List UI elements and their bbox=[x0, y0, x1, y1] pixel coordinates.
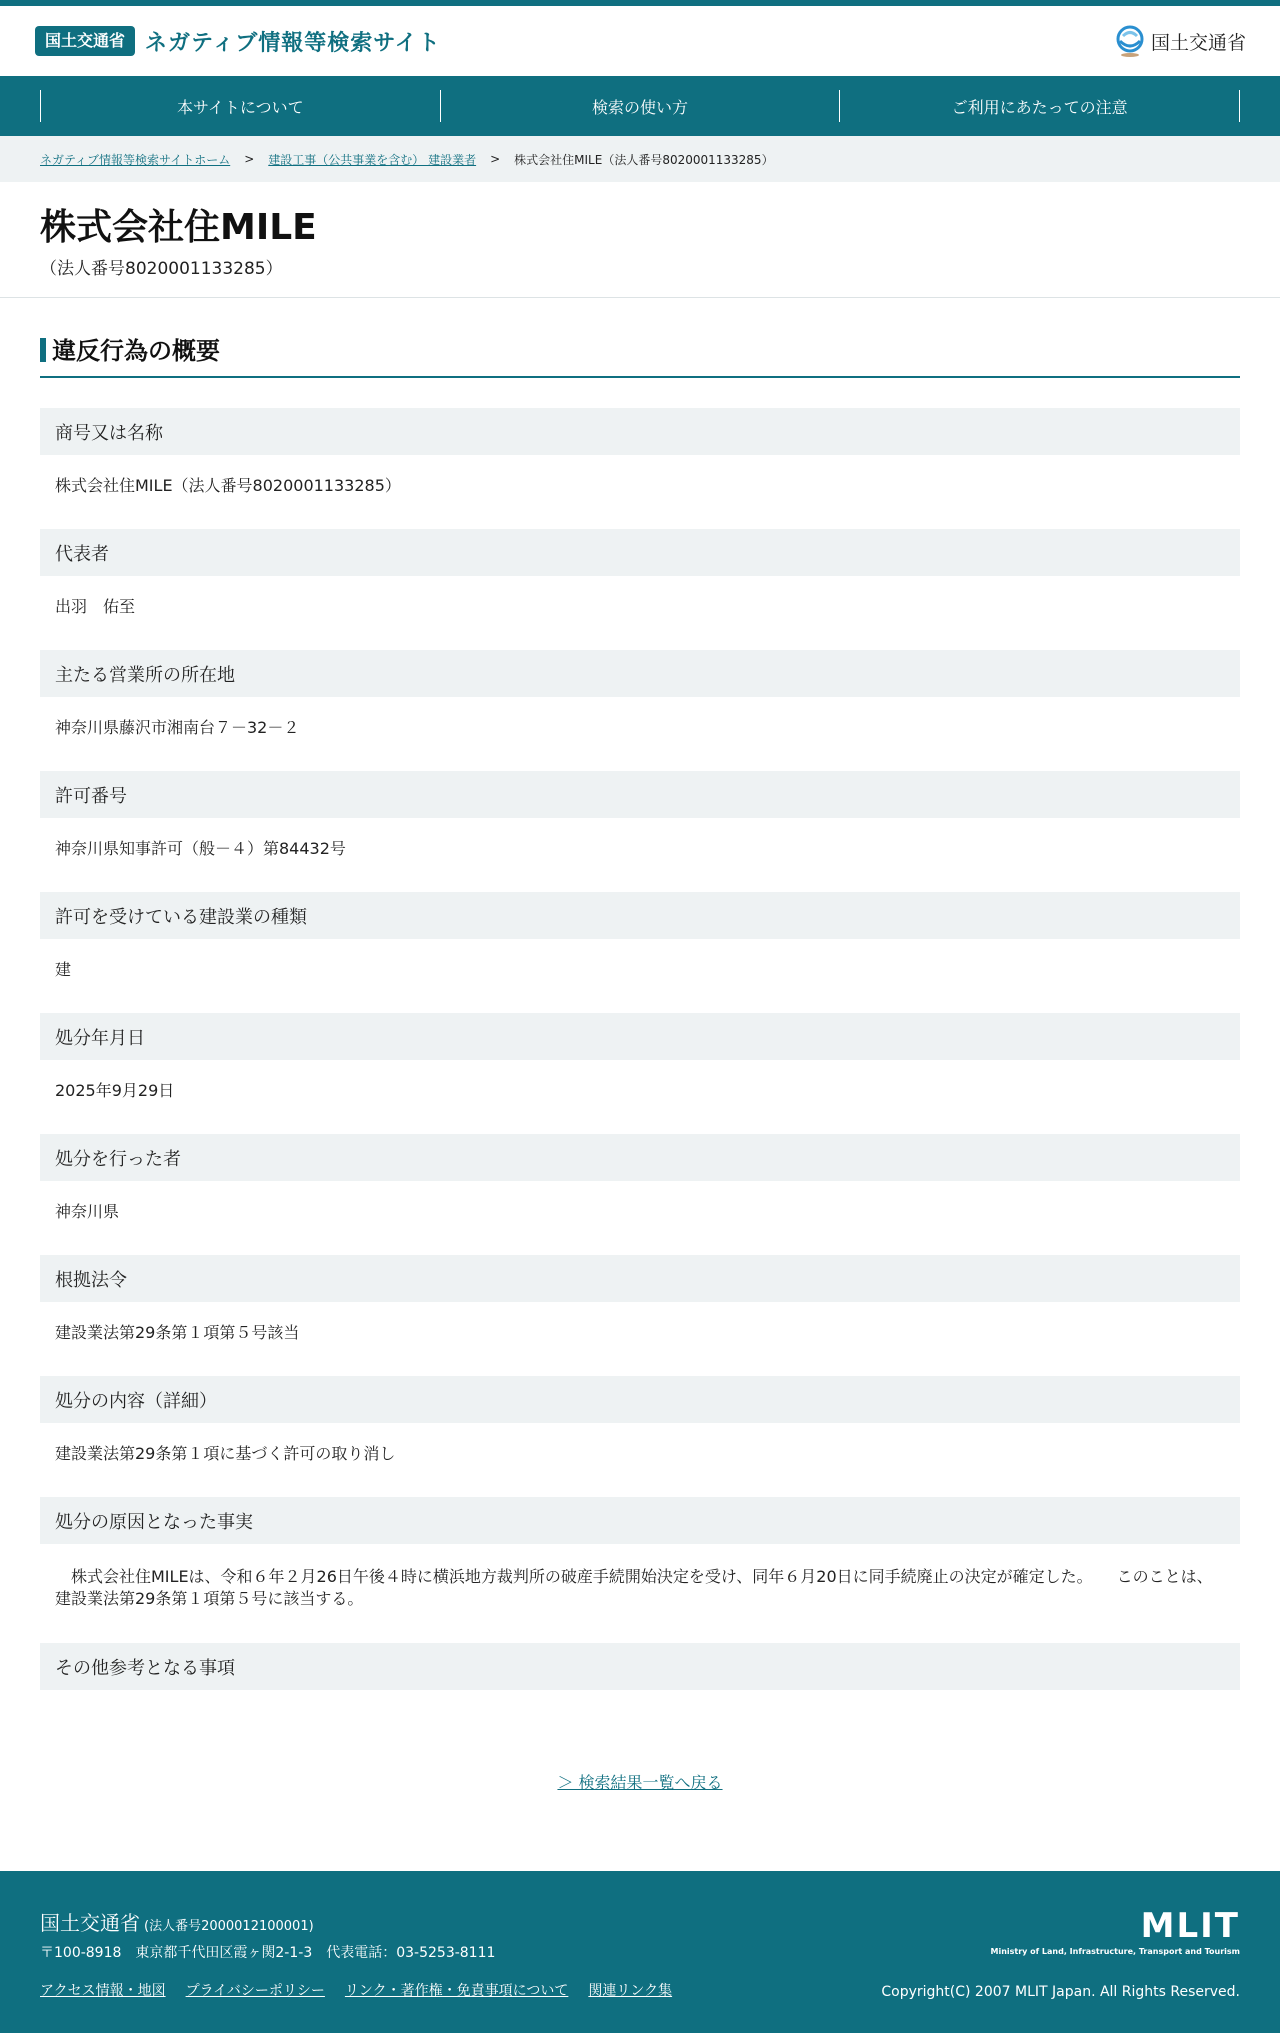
breadcrumb bbox=[0, 136, 1280, 182]
section-title: 違反行為の概要 bbox=[40, 334, 1240, 378]
site-header bbox=[0, 6, 1280, 76]
field-label-disposition-detail: 処分の内容（詳細） bbox=[40, 1376, 1240, 1423]
mlit-logo: MLIT bbox=[1140, 1906, 1240, 1946]
field-value-cause-facts: 株式会社住MILEは、令和６年２月26日午後４時に横浜地方裁判所の破産手続開始決定を受け、同年６月20日に同手続廃止の決定が確定した。 このことは、建設業法第29条第１項第５号に該当する。 bbox=[55, 1567, 1213, 1608]
field-value-disposition-detail: 建設業法第29条第１項に基づく許可の取り消し bbox=[55, 1444, 396, 1463]
field-value-office-address: 神奈川県藤沢市湘南台７－32－２ bbox=[55, 718, 300, 737]
field-label-trade-name: 商号又は名称 bbox=[40, 408, 1240, 455]
field-value-disposing-authority: 神奈川県 bbox=[55, 1202, 120, 1221]
field-value-trade-name: 株式会社住MILE（法人番号8020001133285） bbox=[55, 476, 401, 495]
field-label-disposing-authority: 処分を行った者 bbox=[40, 1134, 1240, 1181]
global-nav bbox=[0, 76, 1280, 136]
field-label-representative: 代表者 bbox=[40, 529, 1240, 576]
field-label-office-address: 主たる営業所の所在地 bbox=[40, 650, 1240, 697]
breadcrumb-separator: > bbox=[244, 152, 255, 166]
violation-details bbox=[40, 408, 1240, 1690]
breadcrumb-current: 株式会社住MILE（法人番号8020001133285） bbox=[514, 152, 774, 167]
corporate-number: （法人番号8020001133285） bbox=[40, 259, 283, 279]
site-title: ネガティブ情報等検索サイト bbox=[145, 30, 441, 56]
footer-org-name: 国土交通省 bbox=[40, 1911, 140, 1935]
field-label-permit-number: 許可番号 bbox=[40, 771, 1240, 818]
footer-link-access[interactable]: アクセス情報・地図 bbox=[40, 1983, 166, 1999]
site-footer bbox=[0, 1871, 1280, 2033]
field-value-business-type: 建 bbox=[55, 960, 72, 979]
field-label-disposition-date: 処分年月日 bbox=[40, 1013, 1240, 1060]
field-value-legal-basis: 建設業法第29条第１項第５号該当 bbox=[55, 1323, 300, 1342]
site-brand[interactable] bbox=[35, 26, 441, 57]
field-label-other-notes: その他参考となる事項 bbox=[40, 1643, 1240, 1690]
footer-link-related[interactable]: 関連リンク集 bbox=[588, 1983, 673, 1999]
company-header bbox=[0, 182, 1280, 298]
nav-how-to-search[interactable]: 検索の使い方 bbox=[440, 90, 840, 122]
breadcrumb-home-link[interactable]: ネガティブ情報等検索サイトホーム bbox=[40, 152, 231, 167]
footer-link-copyright[interactable]: リンク・著作権・免責事項について bbox=[344, 1983, 569, 1999]
nav-about[interactable]: 本サイトについて bbox=[40, 90, 440, 122]
footer-org-number: (法人番号2000012100001) bbox=[144, 1919, 314, 1934]
page-title: 株式会社住MILE bbox=[40, 207, 317, 248]
ministry-logo-text: 国土交通省 bbox=[1150, 31, 1246, 54]
back-link-wrap bbox=[40, 1690, 1240, 1871]
nav-notes[interactable]: ご利用にあたっての注意 bbox=[839, 90, 1240, 122]
mlit-logo-subtitle: Ministry of Land, Infrastructure, Transport and Tourism bbox=[990, 1947, 1240, 1956]
copyright: Copyright(C) 2007 MLIT Japan. All Rights Reserved. bbox=[881, 1984, 1240, 2000]
footer-address: 〒100-8918 東京都千代田区霞ヶ関2-1-3 代表電話：03-5253-8111 bbox=[40, 1945, 496, 1961]
main-content bbox=[0, 298, 1280, 1871]
ministry-badge: 国土交通省 bbox=[35, 26, 135, 56]
footer-right bbox=[881, 1906, 1240, 2000]
ministry-logo[interactable] bbox=[1115, 25, 1246, 57]
ministry-emblem-icon bbox=[1115, 25, 1145, 57]
back-to-results-link[interactable]: ＞ 検索結果一覧へ戻る bbox=[557, 1773, 723, 1792]
breadcrumb-separator: > bbox=[490, 152, 501, 166]
field-label-business-type: 許可を受けている建設業の種類 bbox=[40, 892, 1240, 939]
field-value-permit-number: 神奈川県知事許可（般－４）第84432号 bbox=[55, 839, 346, 858]
field-label-legal-basis: 根拠法令 bbox=[40, 1255, 1240, 1302]
footer-link-privacy[interactable]: プライバシーポリシー bbox=[185, 1983, 325, 1999]
field-value-representative: 出羽 佑至 bbox=[55, 597, 136, 616]
field-value-disposition-date: 2025年9月29日 bbox=[55, 1081, 175, 1100]
breadcrumb-category-link[interactable]: 建設工事（公共事業を含む） 建設業者 bbox=[268, 152, 477, 167]
field-label-cause-facts: 処分の原因となった事実 bbox=[40, 1497, 1240, 1544]
